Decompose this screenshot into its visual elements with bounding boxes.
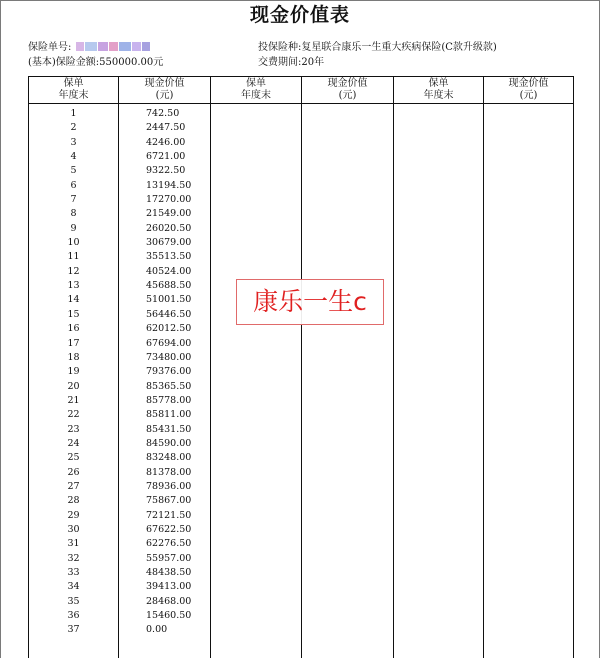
policy-year-cell: 3 [70, 136, 77, 148]
cash-value-column-3 [484, 104, 574, 658]
redaction-block [98, 42, 108, 51]
cash-value-cell: 39413.00 [146, 581, 192, 593]
cash-value-cell: 72121.50 [146, 509, 192, 521]
product-label: 投保险种: [258, 42, 302, 53]
policy-year-cell: 30 [67, 523, 80, 535]
cash-value-cell: 13194.50 [146, 179, 192, 191]
redaction-block [142, 42, 150, 51]
policy-year-cell: 35 [67, 595, 80, 607]
watermark-stamp: 康乐一生c [236, 279, 384, 325]
policy-year-cell: 37 [67, 624, 80, 636]
header-policy-year-1: 保单 年度末 [29, 77, 119, 104]
redaction-block [132, 42, 141, 51]
policy-year-cell: 10 [67, 237, 80, 249]
policy-year-cell: 12 [67, 265, 80, 277]
cash-value-cell: 75867.00 [146, 495, 192, 507]
policy-year-cell: 36 [67, 610, 80, 622]
cash-value-cell: 742.50 [146, 108, 180, 119]
policy-year-cell: 21 [67, 394, 80, 406]
policy-year-cell: 19 [67, 366, 80, 378]
cash-value-cell: 79376.00 [146, 366, 192, 378]
cash-value-cell: 35513.50 [146, 251, 192, 263]
policy-year-cell: 1 [70, 108, 77, 119]
policy-number-label: 保险单号: [28, 42, 72, 53]
policy-year-cell: 24 [67, 437, 80, 449]
policy-year-cell: 25 [67, 452, 80, 464]
cash-value-cell: 2447.50 [146, 122, 186, 134]
cash-value-cell: 30679.00 [146, 237, 192, 249]
document-title: 现金价值表 [249, 4, 350, 26]
header-cash-value-3: 现金价值 (元) [484, 77, 574, 104]
cash-value-column-2 [302, 104, 394, 658]
cash-value-cell: 67622.50 [146, 523, 192, 535]
policy-year-cell: 7 [70, 194, 77, 206]
cash-value-cell: 85778.00 [146, 394, 192, 406]
policy-year-cell: 9 [70, 222, 77, 234]
product-value: 复星联合康乐一生重大疾病保险(C款升级款) [301, 42, 497, 53]
policy-year-cell: 6 [70, 179, 77, 191]
header-policy-year-2: 保单 年度末 [211, 77, 302, 104]
cash-value-cell: 9322.50 [146, 165, 186, 177]
cash-value-cell: 78936.00 [146, 480, 192, 492]
cash-value-cell: 83248.00 [146, 452, 192, 464]
policy-year-cell: 4 [70, 151, 77, 163]
cash-value-cell: 84590.00 [146, 437, 192, 449]
policy-year-cell: 13 [67, 280, 80, 292]
policy-year-cell: 16 [67, 323, 80, 335]
cash-value-cell: 67694.00 [146, 337, 192, 349]
cash-value-cell: 45688.50 [146, 280, 192, 292]
policy-year-cell: 29 [67, 509, 80, 521]
table-header-row [29, 77, 574, 104]
cash-value-cell: 85811.00 [146, 409, 192, 421]
redaction-block [109, 42, 118, 51]
policy-year-cell: 2 [70, 122, 77, 134]
policy-year-cell: 32 [67, 552, 80, 564]
policy-year-cell: 5 [70, 165, 77, 177]
header-cash-value-1: 现金价值 (元) [119, 77, 211, 104]
header-policy-year-3: 保单 年度末 [394, 77, 484, 104]
cash-value-cell: 56446.50 [146, 308, 192, 320]
policy-year-column-3 [394, 104, 484, 658]
policy-year-cell: 14 [67, 294, 80, 306]
policy-number-line [28, 38, 150, 53]
cash-value-cell: 4246.00 [146, 136, 186, 148]
cash-value-cell: 6721.00 [146, 151, 186, 163]
basic-sum-value: 550000.00元 [99, 57, 164, 68]
payment-period-value: 20年 [301, 57, 325, 68]
policy-year-cell: 22 [67, 409, 80, 421]
cash-value-column [119, 104, 211, 658]
policy-year-cell: 15 [67, 308, 80, 320]
cash-value-cell: 85431.50 [146, 423, 192, 435]
cash-value-cell: 85365.50 [146, 380, 192, 392]
table-body-row [29, 104, 574, 658]
cash-value-cell: 55957.00 [146, 552, 192, 564]
cash-value-table [28, 76, 574, 658]
cash-value-cell: 26020.50 [146, 222, 192, 234]
policy-year-cell: 17 [67, 337, 80, 349]
redacted-policy-number [75, 42, 150, 53]
redaction-block [85, 42, 97, 51]
cash-value-cell: 21549.00 [146, 208, 192, 220]
cash-value-cell: 73480.00 [146, 351, 192, 363]
policy-year-cell: 27 [67, 480, 80, 492]
cash-value-cell: 51001.50 [146, 294, 192, 306]
policy-year-cell: 8 [70, 208, 77, 220]
policy-year-cell: 33 [67, 567, 80, 578]
page-border-left [0, 0, 1, 658]
policy-year-cell: 18 [67, 351, 80, 363]
policy-year-cell: 31 [67, 538, 80, 550]
basic-sum-label: (基本)保险金额: [28, 57, 100, 68]
redaction-block [76, 42, 84, 51]
cash-value-cell: 17270.00 [146, 194, 192, 206]
cash-value-cell: 15460.50 [146, 610, 192, 622]
policy-year-cell: 20 [67, 380, 80, 392]
policy-year-cell: 11 [67, 251, 80, 263]
cash-value-cell: 48438.50 [146, 567, 192, 578]
policy-year-column-2 [211, 104, 302, 658]
product-line [258, 38, 497, 53]
policy-year-cell: 26 [67, 466, 80, 478]
cash-value-cell: 81378.00 [146, 466, 192, 478]
header-cash-value-2: 现金价值 (元) [302, 77, 394, 104]
cash-value-cell: 62276.50 [146, 538, 192, 550]
cash-value-cell: 62012.50 [146, 323, 192, 335]
policy-year-column [29, 104, 119, 658]
cash-value-cell: 0.00 [146, 624, 168, 636]
policy-year-cell: 34 [67, 581, 80, 593]
payment-period-label: 交费期间: [258, 57, 302, 68]
basic-sum-line [28, 53, 163, 68]
redaction-block [119, 42, 131, 51]
policy-year-cell: 28 [67, 495, 80, 507]
payment-period-line [258, 53, 324, 68]
cash-value-cell: 28468.00 [146, 595, 192, 607]
policy-year-cell: 23 [67, 423, 80, 435]
cash-value-cell: 40524.00 [146, 265, 192, 277]
